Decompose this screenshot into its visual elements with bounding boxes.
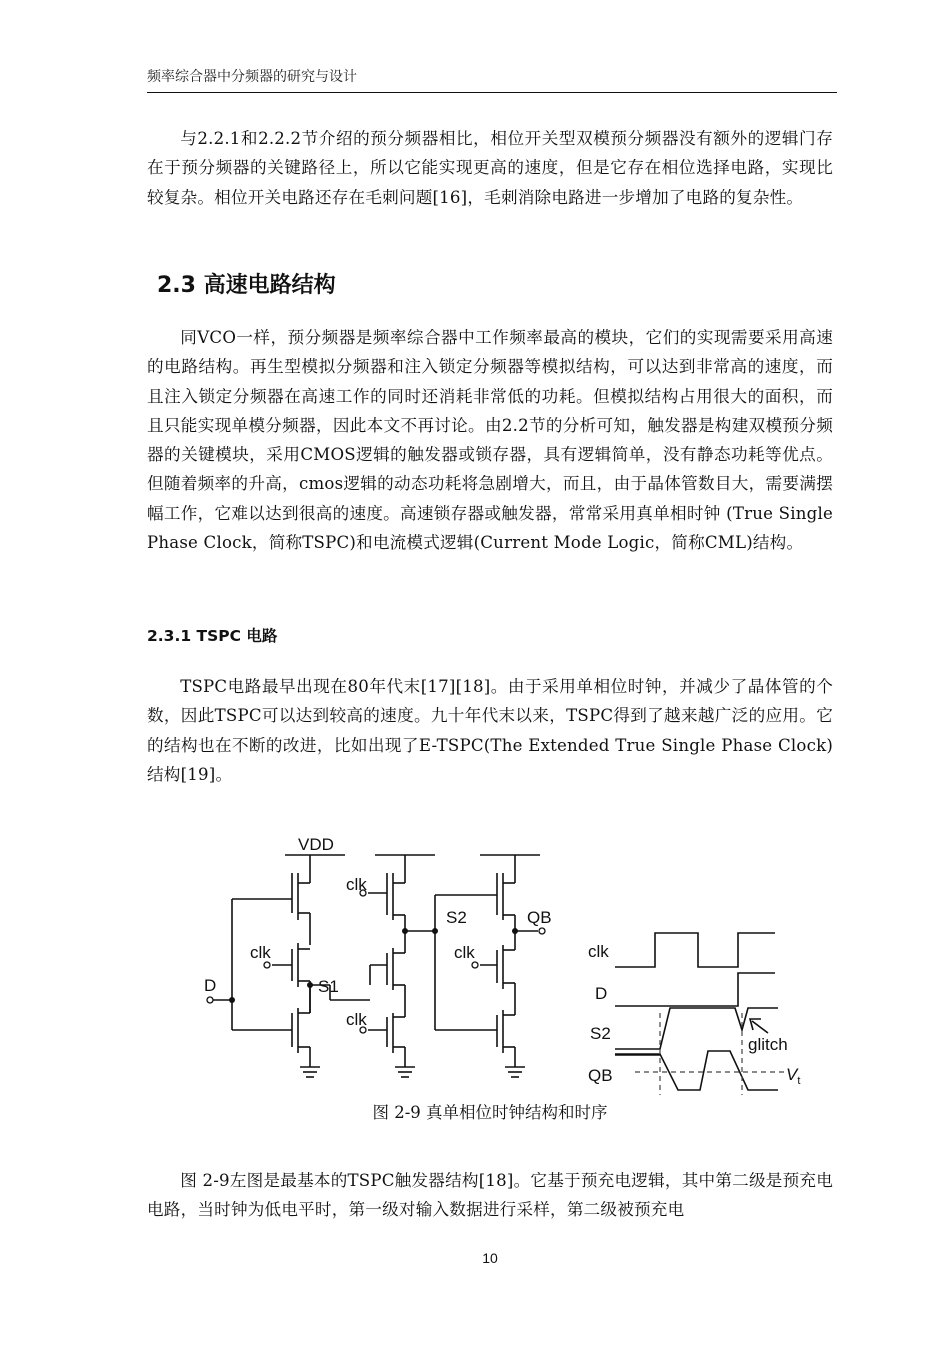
paragraph: 图 2-9左图是最基本的TSPC触发器结构[18]。它基于预充电逻辑，其中第二级是预充电电路，当时钟为低电平时，第一级对输入数据进行采样，第二级被预充电 — [147, 1171, 833, 1220]
subsection-heading: 2.3.1 TSPC 电路 — [147, 627, 278, 645]
figure-caption: 图 2-9 真单相位时钟结构和时序 — [372, 1103, 608, 1122]
clk-label: clk — [250, 943, 271, 962]
tspc-circuit-and-timing-diagram — [190, 825, 810, 1105]
section-heading: 2.3 高速电路结构 — [157, 273, 336, 298]
clk-label: clk — [346, 1010, 367, 1029]
vt-label: $V_t$ — [786, 1065, 801, 1087]
tspc-figure — [190, 825, 810, 1105]
timing-qb-label: QB — [588, 1066, 613, 1085]
vdd-label: VDD — [298, 835, 334, 854]
clk-label: clk — [454, 943, 475, 962]
s1-label: S1 — [318, 977, 339, 996]
paragraph: 同VCO一样，预分频器是频率综合器中工作频率最高的模块，它们的实现需要采用高速的电路结构。再生型模拟分频器和注入锁定分频器等模拟结构，可以达到非常高的速度，而且注入锁定分频器在高速工作的同时还消耗非常低的功耗。但模拟结构占用很大的面积，而且只能实现单模分频器，因此本文不再讨论。由2.2节的分析可知，触发器是构建双模预分频器的关键模块，采用CMOS逻辑的触发器或锁存器，具有逻辑简单，没有静态功耗等优点。但随着频率的升高，cmos逻辑的动态功耗将急剧增大，而且，由于晶体管数目大，需要满摆幅工作，它难以达到很高的速度。高速锁存器或触发器，常常采用真单相时钟 (True Single Phase Clock，简称TSPC)和电流模式逻辑(Current Mode Logic，简称CML)结构。 — [147, 328, 833, 553]
clk-label: clk — [346, 875, 367, 894]
timing-d-label: D — [595, 984, 608, 1003]
page-number: 10 — [482, 1250, 498, 1266]
paragraph: TSPC电路最早出现在80年代末[17][18]。由于采用单相位时钟，并减少了晶体管的个数，因此TSPC可以达到较高的速度。九十年代末以来，TSPC得到了越来越广泛的应用。它的结构也在不断的改进，比如出现了E-TSPC(The Extended True Single Phase Clock)结构[19]。 — [147, 677, 833, 784]
running-header: 频率综合器中分频器的研究与设计 — [147, 66, 837, 93]
paragraph: 与2.2.1和2.2.2节介绍的预分频器相比，相位开关型双模预分频器没有额外的逻辑门存在于预分频器的关键路径上，所以它能实现更高的速度，但是它存在相位选择电路，实现比较复杂。相位开关电路还存在毛刺问题[16]，毛刺消除电路进一步增加了电路的复杂性。 — [147, 129, 833, 207]
s2-label: S2 — [446, 908, 467, 927]
qb-label: QB — [527, 908, 552, 927]
glitch-label: glitch — [748, 1035, 788, 1054]
timing-clk-label: clk — [588, 942, 609, 961]
timing-s2-label: S2 — [590, 1024, 611, 1043]
d-label: D — [204, 976, 217, 995]
